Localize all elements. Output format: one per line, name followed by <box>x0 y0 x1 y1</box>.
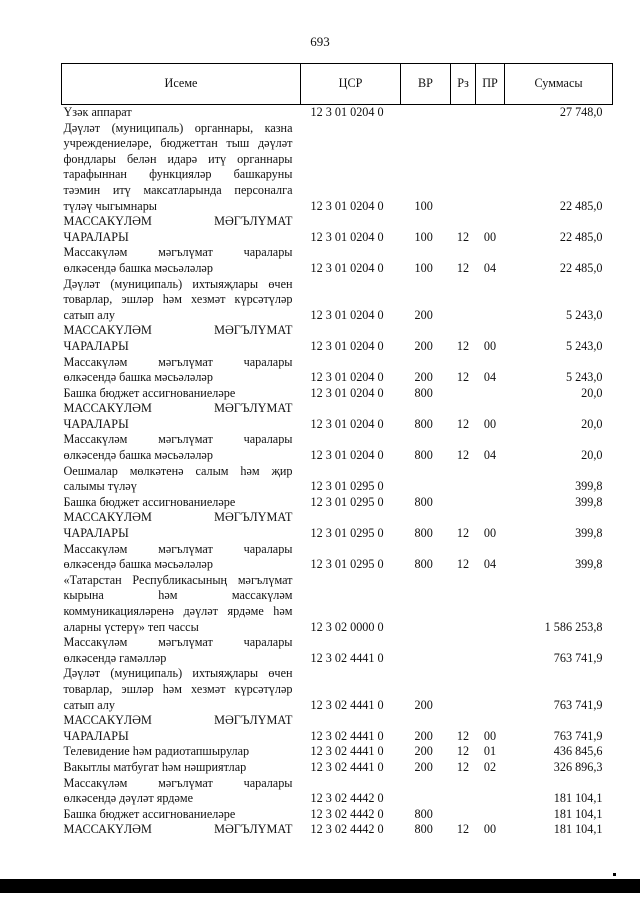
cell-pr: 04 <box>483 260 497 275</box>
cell-pr: 00 <box>483 822 497 837</box>
table-header-row <box>62 64 613 105</box>
cell-pr: 00 <box>483 526 497 541</box>
cell-vr <box>401 105 451 121</box>
cell-name: Массакүләм мәгълүмат чаралары өлкәсендә башка мәсьәләләр <box>63 354 293 385</box>
table-row <box>62 386 613 402</box>
cell-pr: 00 <box>483 229 497 244</box>
cell-sum: 5 243,0 <box>565 307 603 322</box>
cell-csr: 12 3 01 0204 0 <box>310 260 384 275</box>
table-row <box>62 401 613 432</box>
cell-vr: 800 <box>414 822 433 837</box>
cell-vr: 800 <box>414 494 433 509</box>
table-row <box>62 464 613 495</box>
cell-csr: 12 3 01 0295 0 <box>310 557 384 572</box>
cell-csr: 12 3 01 0295 0 <box>310 479 384 494</box>
cell-vr: 100 <box>414 229 433 244</box>
cell-vr <box>401 573 451 635</box>
cell-sum: 20,0 <box>581 416 603 431</box>
cell-sum: 181 104,1 <box>553 806 603 821</box>
cell-rz: 12 <box>456 557 470 572</box>
cell-pr: 04 <box>483 370 497 385</box>
scan-bottom-bar <box>0 879 640 893</box>
table-row <box>62 635 613 666</box>
cell-csr: 12 3 01 0204 0 <box>310 448 384 463</box>
table-row <box>62 277 613 324</box>
cell-name: Вакытлы матбугат һәм нәшриятлар <box>63 759 247 774</box>
header-csr: ЦСР <box>301 64 401 105</box>
cell-rz: 12 <box>456 728 470 743</box>
table-row <box>62 510 613 541</box>
table-row <box>62 573 613 635</box>
cell-sum: 399,8 <box>575 479 603 494</box>
cell-rz <box>451 495 476 511</box>
cell-rz <box>451 635 476 666</box>
table-row <box>62 744 613 760</box>
cell-sum: 22 485,0 <box>559 260 603 275</box>
cell-rz: 12 <box>456 744 470 759</box>
table-row <box>62 355 613 386</box>
cell-csr: 12 3 01 0204 0 <box>310 385 384 400</box>
cell-rz <box>451 277 476 324</box>
cell-name: МАССАКҮЛӘМ МӘГЪЛҮМАТ ЧАРАЛАРЫ <box>63 713 293 743</box>
table-row <box>62 432 613 463</box>
cell-sum: 399,8 <box>575 557 603 572</box>
budget-table <box>61 63 613 838</box>
cell-pr: 01 <box>483 744 497 759</box>
cell-name: МАССАКҮЛӘМ МӘГЪЛҮМАТ <box>63 822 293 837</box>
cell-sum: 5 243,0 <box>565 338 603 353</box>
table-row <box>62 105 613 121</box>
cell-csr: 12 3 01 0204 0 <box>310 338 384 353</box>
cell-vr <box>401 776 451 807</box>
cell-rz: 12 <box>456 526 470 541</box>
cell-vr: 800 <box>414 416 433 431</box>
cell-rz <box>451 464 476 495</box>
cell-vr <box>401 464 451 495</box>
cell-csr: 12 3 02 4441 0 <box>310 728 384 743</box>
cell-csr: 12 3 01 0204 0 <box>310 416 384 431</box>
cell-rz <box>451 573 476 635</box>
cell-rz: 12 <box>456 448 470 463</box>
cell-sum: 181 104,1 <box>553 822 603 837</box>
cell-name: МАССАКҮЛӘМ МӘГЪЛҮМАТ ЧАРАЛАРЫ <box>63 323 293 353</box>
cell-csr: 12 3 02 4441 0 <box>310 650 384 665</box>
table-row <box>62 121 613 215</box>
cell-pr <box>476 495 505 511</box>
cell-vr <box>401 635 451 666</box>
cell-name: Телевидение һәм радиотапшырулар <box>63 744 250 759</box>
table-row <box>62 822 613 838</box>
cell-pr <box>476 464 505 495</box>
cell-csr: 12 3 01 0204 0 <box>310 370 384 385</box>
table-row <box>62 495 613 511</box>
cell-name: Башка бюджет ассигнованиеләре <box>63 385 236 400</box>
cell-csr: 12 3 01 0204 0 <box>310 198 384 213</box>
cell-pr: 00 <box>483 338 497 353</box>
cell-name: Үзәк аппарат <box>63 105 132 119</box>
cell-name: МАССАКҮЛӘМ МӘГЪЛҮМАТ ЧАРАЛАРЫ <box>63 214 293 244</box>
cell-vr: 800 <box>414 448 433 463</box>
cell-vr: 200 <box>414 338 433 353</box>
cell-vr: 200 <box>414 307 433 322</box>
cell-name: Оешмалар мөлкәтенә салым һәм җир салымы түләү <box>63 463 293 494</box>
header-name: Исеме <box>62 64 301 105</box>
cell-sum: 20,0 <box>581 385 603 400</box>
cell-csr: 12 3 02 4442 0 <box>310 791 384 806</box>
cell-name: Массакүләм мәгълүмат чаралары өлкәсендә дәүләт ярдәме <box>63 775 293 806</box>
cell-rz <box>451 121 476 215</box>
cell-sum: 326 896,3 <box>553 759 603 774</box>
cell-pr: 04 <box>483 557 497 572</box>
table-row <box>62 323 613 354</box>
cell-vr: 200 <box>414 744 433 759</box>
cell-rz: 12 <box>456 338 470 353</box>
cell-csr: 12 3 02 4441 0 <box>310 759 384 774</box>
cell-pr <box>476 666 505 713</box>
cell-name: Массакүләм мәгълүмат чаралары өлкәсендә башка мәсьәләләр <box>63 541 293 572</box>
cell-csr: 12 3 01 0295 0 <box>310 494 384 509</box>
cell-name: Дәүләт (муниципаль) ихтыяҗлары өчен товарлар, эшләр һәм хезмәт күрсәтүләр сатып алу <box>63 666 293 712</box>
cell-rz: 12 <box>456 260 470 275</box>
table-row <box>62 245 613 276</box>
cell-csr: 12 3 01 0204 0 <box>310 307 384 322</box>
cell-sum: 22 485,0 <box>559 198 603 213</box>
cell-pr <box>476 776 505 807</box>
cell-pr: 00 <box>483 728 497 743</box>
cell-vr: 200 <box>414 697 433 712</box>
cell-vr: 800 <box>414 385 433 400</box>
cell-name: МАССАКҮЛӘМ МӘГЪЛҮМАТ ЧАРАЛАРЫ <box>63 401 293 431</box>
cell-pr <box>476 807 505 823</box>
cell-rz: 12 <box>456 229 470 244</box>
cell-csr: 12 3 01 0295 0 <box>310 526 384 541</box>
cell-vr: 800 <box>414 557 433 572</box>
cell-pr <box>476 635 505 666</box>
cell-sum: 399,8 <box>575 494 603 509</box>
table-row <box>62 776 613 807</box>
cell-csr: 12 3 02 0000 0 <box>310 619 384 634</box>
cell-sum: 27 748,0 <box>559 105 603 119</box>
cell-rz: 12 <box>456 416 470 431</box>
table-row <box>62 807 613 823</box>
cell-csr: 12 3 02 4442 0 <box>310 806 384 821</box>
scan-mark <box>613 873 616 876</box>
cell-vr: 200 <box>414 759 433 774</box>
cell-sum: 20,0 <box>581 448 603 463</box>
cell-sum: 181 104,1 <box>553 791 603 806</box>
cell-vr: 200 <box>414 728 433 743</box>
table-row <box>62 542 613 573</box>
cell-rz <box>451 807 476 823</box>
table-row <box>62 666 613 713</box>
cell-vr: 200 <box>414 370 433 385</box>
cell-name: Башка бюджет ассигнованиеләре <box>63 494 236 509</box>
cell-rz <box>451 666 476 713</box>
table-body <box>62 105 613 838</box>
cell-pr: 04 <box>483 448 497 463</box>
cell-csr: 12 3 01 0204 0 <box>310 105 384 119</box>
cell-csr: 12 3 02 4441 0 <box>310 697 384 712</box>
cell-rz <box>451 776 476 807</box>
header-rz: Рз <box>451 64 476 105</box>
cell-sum: 5 243,0 <box>565 370 603 385</box>
cell-sum: 436 845,6 <box>553 744 603 759</box>
header-pr: ПР <box>476 64 505 105</box>
cell-csr: 12 3 02 4442 0 <box>310 822 384 837</box>
cell-pr: 02 <box>483 759 497 774</box>
cell-csr: 12 3 01 0204 0 <box>310 229 384 244</box>
cell-sum: 399,8 <box>575 526 603 541</box>
cell-sum: 763 741,9 <box>553 697 603 712</box>
cell-rz: 12 <box>456 822 470 837</box>
cell-vr: 100 <box>414 260 433 275</box>
cell-pr <box>476 386 505 402</box>
header-sum: Суммасы <box>505 64 613 105</box>
table-row <box>62 214 613 245</box>
cell-rz <box>451 386 476 402</box>
header-vr: ВР <box>401 64 451 105</box>
cell-vr: 100 <box>414 198 433 213</box>
table-row <box>62 713 613 744</box>
cell-pr <box>476 121 505 215</box>
cell-name: МАССАКҮЛӘМ МӘГЪЛҮМАТ ЧАРАЛАРЫ <box>63 510 293 541</box>
cell-name: Массакүләм мәгълүмат чаралары өлкәсендә башка мәсьәләләр <box>63 245 293 275</box>
cell-name: «Татарстан Республикасының мәгълүмат кырына һәм массакүләм коммуникацияләренә дәүләт ярдәме һәм аларны үстерү» теп часcы <box>63 572 293 634</box>
cell-sum: 763 741,9 <box>553 728 603 743</box>
cell-pr: 00 <box>483 416 497 431</box>
cell-name: Массакүләм мәгълүмат чаралары өлкәсендә башка мәсьәләләр <box>63 432 293 463</box>
cell-name: Дәүләт (муниципаль) ихтыяҗлары өчен товарлар, эшләр һәм хезмәт күрсәтүләр сатып алу <box>63 276 293 322</box>
cell-vr: 800 <box>414 526 433 541</box>
cell-sum: 22 485,0 <box>559 229 603 244</box>
cell-name: Башка бюджет ассигнованиеләре <box>63 806 236 821</box>
cell-sum: 1 586 253,8 <box>544 619 603 634</box>
cell-name: Массакүләм мәгълүмат чаралары өлкәсендә гамәлләр <box>63 635 293 665</box>
page-number: 693 <box>310 34 330 49</box>
table-row <box>62 760 613 776</box>
cell-vr: 800 <box>414 806 433 821</box>
cell-pr <box>476 105 505 121</box>
cell-rz: 12 <box>456 759 470 774</box>
cell-pr <box>476 573 505 635</box>
cell-pr <box>476 277 505 324</box>
cell-name: Дәүләт (муниципаль) органнары, казна учреждениеләре, бюджеттан тыш дәүләт фондлары белән идарә итү органнары тарафыннан функцияләр башкаруны тәэмин итү максатларында персоналга түләү чыгымнары <box>63 120 293 213</box>
cell-csr: 12 3 02 4441 0 <box>310 744 384 759</box>
cell-rz <box>451 105 476 121</box>
cell-rz: 12 <box>456 370 470 385</box>
cell-sum: 763 741,9 <box>553 650 603 665</box>
